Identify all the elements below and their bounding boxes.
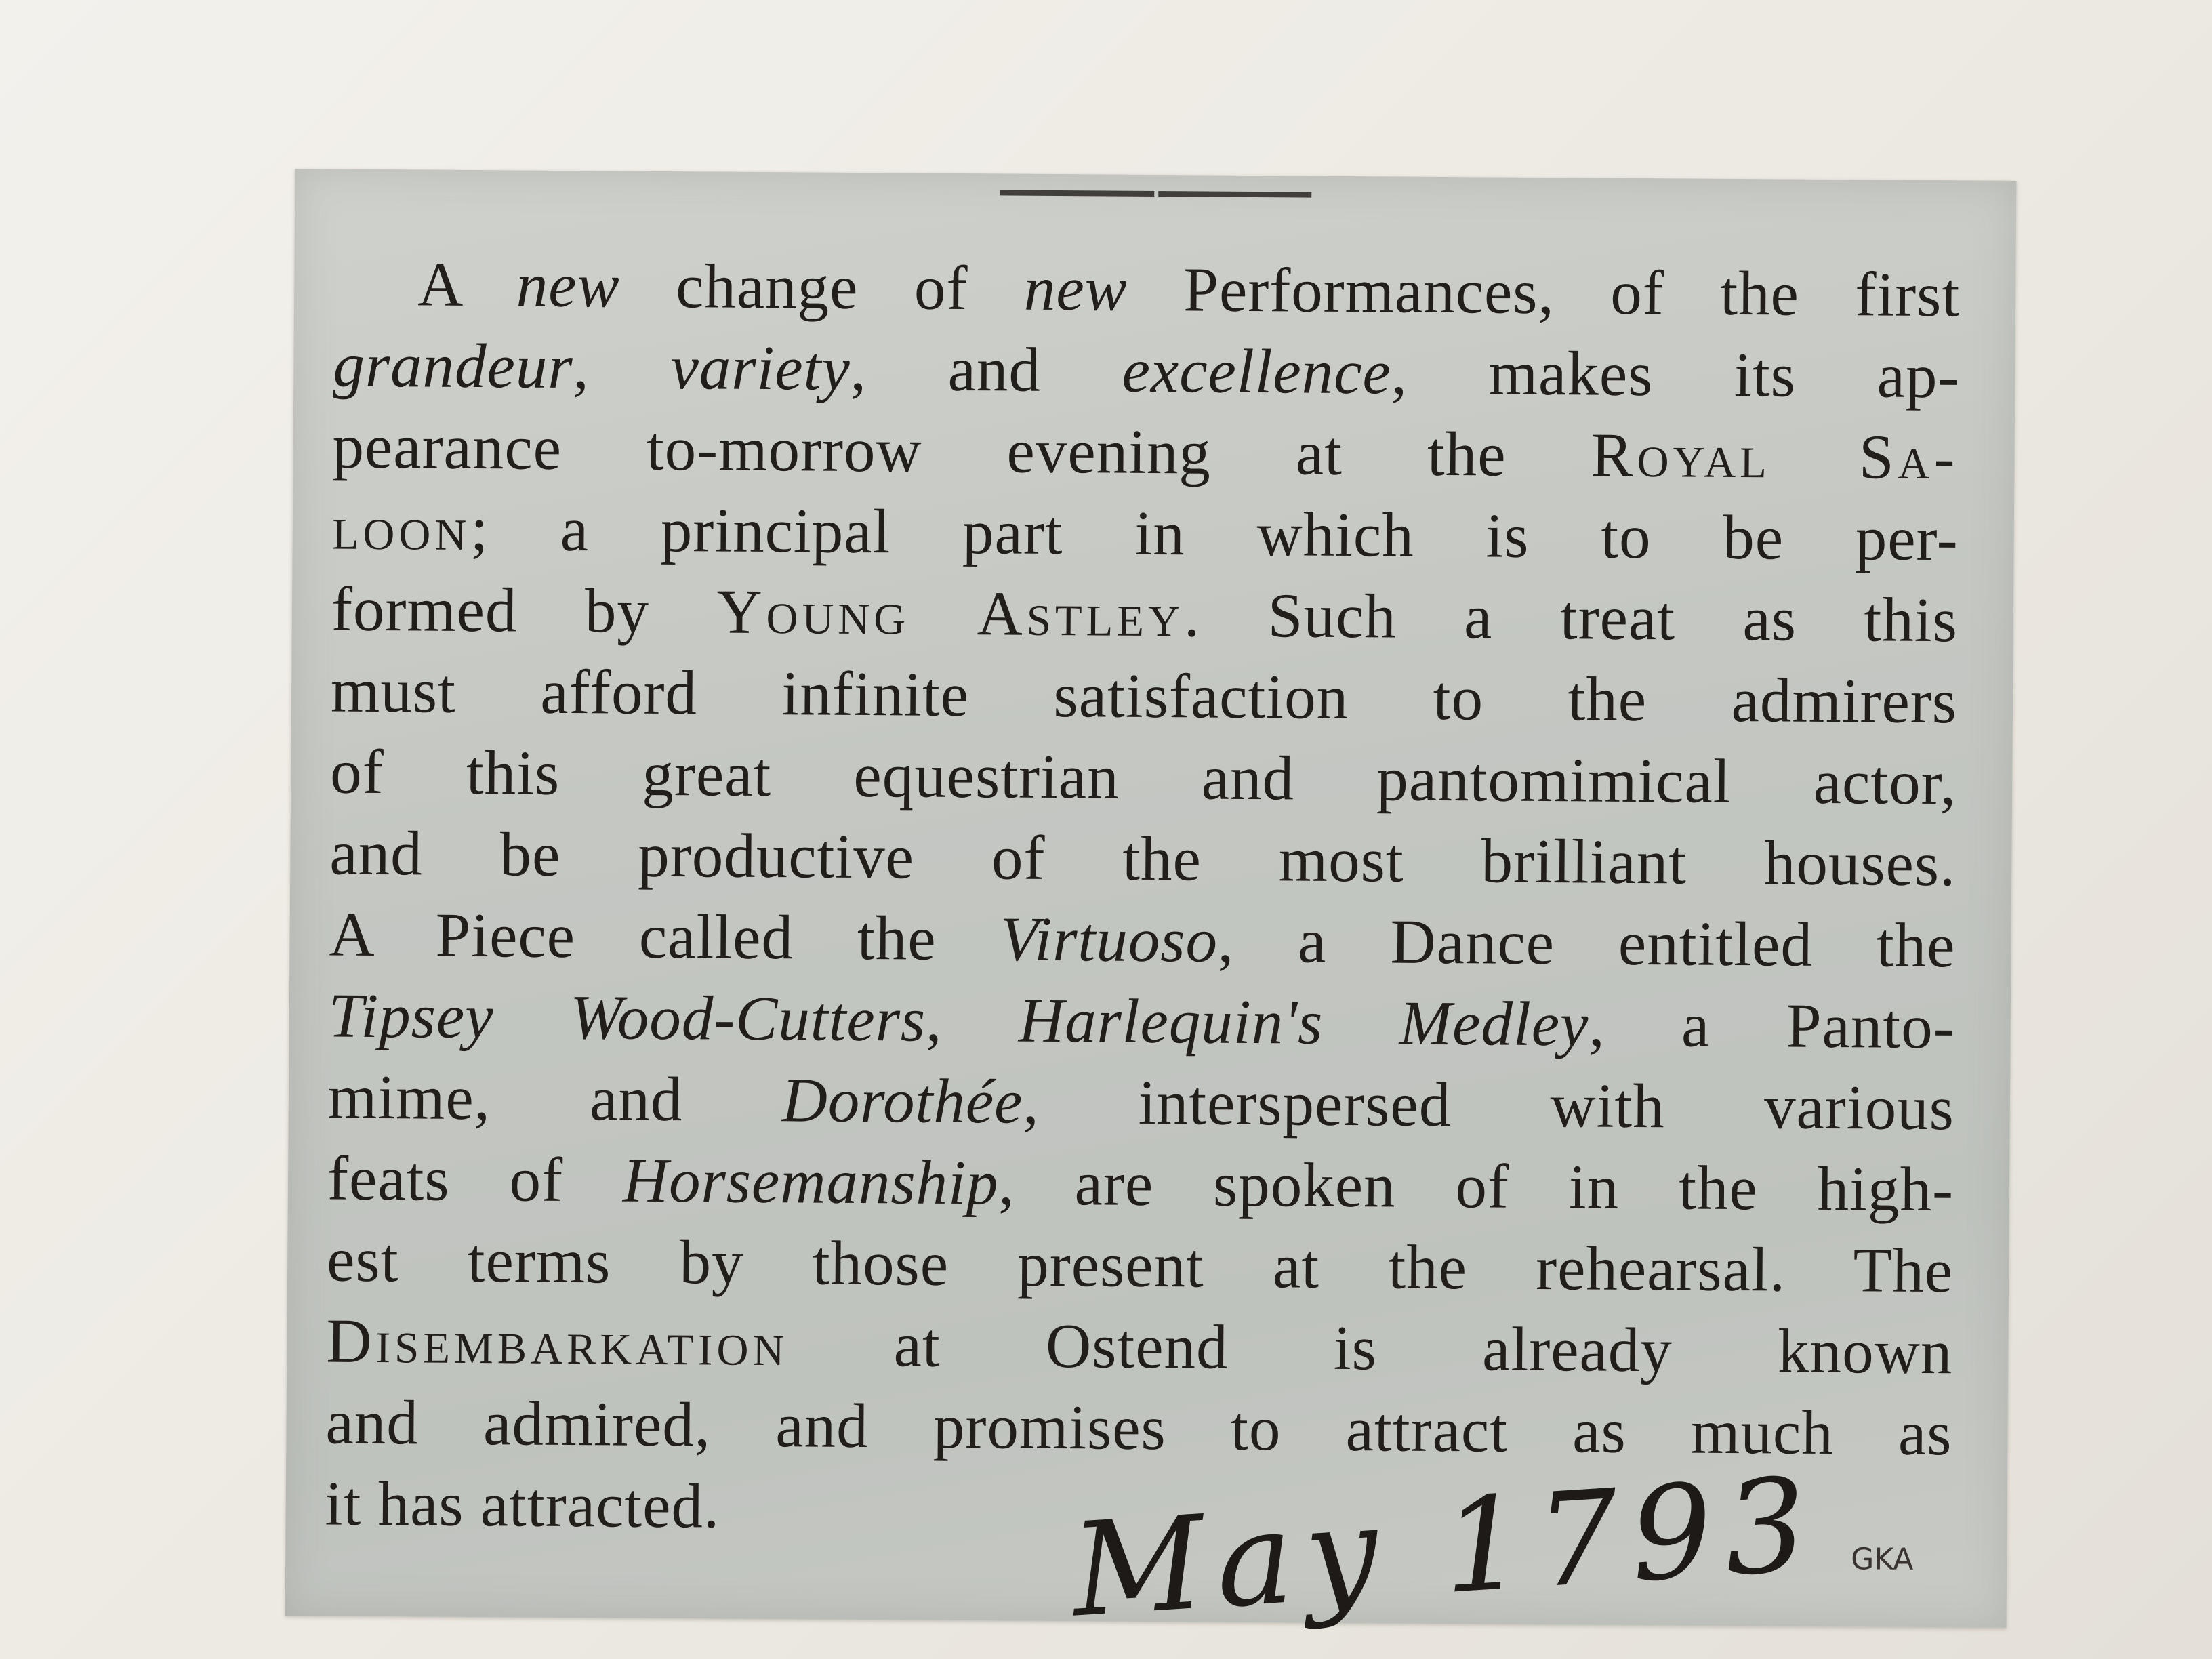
handwritten-date: May 1793 <box>1067 1449 1824 1646</box>
text-line <box>329 813 1957 906</box>
text-segment: feats of <box>327 1143 623 1216</box>
text-segment: and admired, and promises to attract as much as <box>325 1387 1952 1469</box>
italic-text: Horsemanship <box>622 1145 999 1218</box>
small-caps-text: Disembarkation <box>326 1306 789 1380</box>
text-segment: change of <box>619 251 1025 324</box>
text-line <box>326 1301 1953 1394</box>
text-segment: formed by <box>331 574 717 647</box>
italic-text: Tipsey Wood-Cutters <box>328 981 926 1055</box>
text-segment: , makes its ap- <box>1391 337 1960 412</box>
text-segment: , are spoken of in the high- <box>998 1148 1954 1225</box>
text-segment: A Piece called the <box>329 899 1000 975</box>
text-line <box>331 651 1958 743</box>
text-line <box>327 1220 1954 1313</box>
italic-text: excellence <box>1122 335 1392 408</box>
italic-text: Virtuoso <box>1000 904 1218 976</box>
text-segment: , and <box>850 333 1123 406</box>
text-segment: must afford infinite satisfaction to the admirers <box>330 655 1958 737</box>
text-segment: at Ostend is already known <box>788 1309 1953 1388</box>
text-line <box>329 895 1956 987</box>
newspaper-clipping <box>285 169 2017 1646</box>
text-segment: and be productive of the most brilliant houses. <box>329 818 1957 900</box>
text-line <box>331 569 1959 662</box>
archive-mark: GKA <box>1851 1542 1914 1577</box>
italic-text: grandeur <box>333 330 573 403</box>
text-line <box>328 976 1955 1069</box>
small-caps-text: Young Astley <box>716 577 1185 651</box>
text-segment: ; a principal part in which is to be per- <box>470 493 1959 575</box>
text-segment: pearance to-morrow evening at the <box>332 411 1591 491</box>
text-segment: , <box>925 985 1019 1056</box>
text-segment: Performances, of the first <box>1127 254 1961 331</box>
small-caps-text: Royal Sa- <box>1591 420 1959 493</box>
italic-text: Dorothée <box>781 1065 1023 1137</box>
text-line <box>331 488 1959 581</box>
text-line <box>333 325 1960 418</box>
text-segment: A <box>417 249 517 321</box>
text-segment: , <box>573 332 671 403</box>
italic-text: variety <box>670 333 851 404</box>
text-line <box>327 1057 1954 1150</box>
text-segment: of this great equestrian and pantomimical actor, <box>329 737 1957 819</box>
text-line <box>333 244 1961 337</box>
text-segment: , interspersed with various <box>1023 1067 1955 1144</box>
text-segment: . Such a treat as this <box>1183 580 1959 656</box>
text-segment: mime, and <box>327 1062 783 1136</box>
text-line <box>327 1139 1954 1231</box>
text-segment: it has attracted. <box>325 1469 720 1542</box>
italic-text: new <box>516 250 621 321</box>
top-rule-gap <box>1154 191 1158 197</box>
small-caps-text: loon <box>331 493 471 564</box>
text-segment: , a Dance entitled the <box>1217 905 1956 981</box>
text-segment: , a Panto- <box>1589 989 1956 1063</box>
text-line <box>332 407 1959 499</box>
italic-text: Harlequin's Medley <box>1018 985 1589 1060</box>
text-segment: est terms by those present at the rehearsal. The <box>326 1225 1954 1307</box>
text-line <box>330 732 1957 825</box>
italic-text: new <box>1023 253 1128 325</box>
clipping-text <box>325 244 1960 1557</box>
